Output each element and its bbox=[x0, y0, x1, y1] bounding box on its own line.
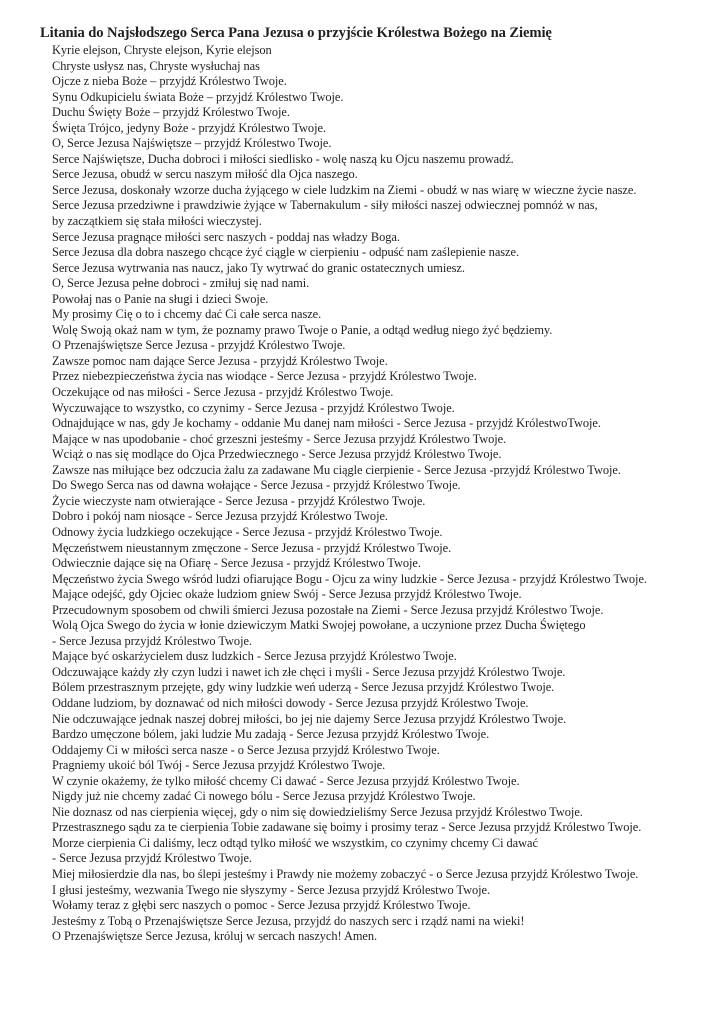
litany-line: Kyrie elejson, Chryste elejson, Kyrie elejson bbox=[52, 43, 272, 57]
document-title: Litania do Najsłodszego Serca Pana Jezusa o przyjście Królestwa Bożego na Ziemię bbox=[40, 25, 552, 41]
litany-line: Wyczuwające to wszystko, co czynimy - Serce Jezusa - przyjdź Królestwo Twoje. bbox=[52, 400, 455, 415]
litany-line: Oczekujące od nas miłości - Serce Jezusa - przyjdź Królestwo Twoje. bbox=[52, 385, 394, 400]
litany-line: Do Swego Serca nas od dawna wołające - Serce Jezusa - przyjdź Królestwo Twoje. bbox=[52, 478, 461, 493]
litany-line: Powołaj nas o Panie na sługi i dzieci Swoje. bbox=[52, 291, 269, 306]
litany-line: Oddajemy Ci w miłości serca nasze - o Serce Jezusa przyjdź Królestwo Twoje. bbox=[52, 742, 440, 757]
litany-line: Nie odczuwające jednak naszej dobrej miłości, bo jej nie dajemy Serce Jezusa przyjdź Królestwo Twoje. bbox=[52, 711, 567, 726]
litany-line: Wolą Ojca Swego do życia w łonie dziewiczym Matki Swojej powołane, a uczynione przez Ducha Świętego bbox=[52, 618, 586, 633]
litany-line: Serce Jezusa wytrwania nas naucz, jako Ty wytrwać do granic ostatecznych umiesz. bbox=[52, 260, 465, 275]
litany-line: Święta Trójco, jedyny Boże - przyjdź Królestwo Twoje. bbox=[52, 120, 326, 135]
litany-line: O, Serce Jezusa Najświętsze – przyjdź Królestwo Twoje. bbox=[52, 136, 332, 151]
litany-line: Synu Odkupicielu świata Boże – przyjdź Królestwo Twoje. bbox=[52, 89, 344, 104]
litany-line: Przecudownym sposobem od chwili śmierci Jezusa pozostałe na Ziemi - Serce Jezusa przyjdź Królestwo Twoje. bbox=[52, 602, 604, 617]
litany-line: My prosimy Cię o to i chcemy dać Ci całe serca nasze. bbox=[52, 307, 322, 322]
litany-line: Morze cierpienia Ci daliśmy, lecz odtąd tylko miłość we wszystkim, co czynimy chcemy Ci dawać bbox=[52, 835, 538, 850]
litany-line: O Przenajświętsze Serce Jezusa - przyjdź Królestwo Twoje. bbox=[52, 338, 346, 353]
litany-line: Mające odejść, gdy Ojciec okaże ludziom gniew Swój - Serce Jezusa przyjdź Królestwo Twoje. bbox=[52, 587, 522, 602]
litany-line: Pragniemy ukoić ból Twój - Serce Jezusa przyjdź Królestwo Twoje. bbox=[52, 758, 386, 773]
litany-line: Wciąż o nas się modlące do Ojca Przedwiecznego - Serce Jezusa przyjdź Królestwo Twoje. bbox=[52, 447, 502, 462]
litany-line: Mające w nas upodobanie - choć grzeszni jesteśmy - Serce Jezusa przyjdź Królestwo Twoje. bbox=[52, 431, 507, 446]
litany-line: - Serce Jezusa przyjdź Królestwo Twoje. bbox=[52, 851, 252, 866]
litany-line: Dobro i pokój nam niosące - Serce Jezusa przyjdź Królestwo Twoje. bbox=[52, 509, 388, 524]
litany-line: Wołamy teraz z głębi serc naszych o pomoc - Serce Jezusa przyjdź Królestwo Twoje. bbox=[52, 898, 471, 913]
litany-line: Chryste usłysz nas, Chryste wysłuchaj nas bbox=[52, 58, 260, 73]
litany-line: Odczuwające każdy zły czyn ludzi i nawet ich złe chęci i myśli - Serce Jezusa przyjdź Królestwo Twoje. bbox=[52, 664, 566, 679]
litany-line: Mające być oskarżycielem dusz ludzkich - Serce Jezusa przyjdź Królestwo Twoje. bbox=[52, 649, 457, 664]
litany-line: Odnowy życia ludzkiego oczekujące - Serce Jezusa - przyjdź Królestwo Twoje. bbox=[52, 524, 443, 539]
litany-line: Zawsze nas miłujące bez odczucia żalu za zadawane Mu ciągle cierpienie - Serce Jezusa -przyjdź Królestwo Twoje. bbox=[52, 462, 621, 477]
litany-line: Wolę Swoją okaż nam w tym, że poznamy prawo Twoje o Panie, a odtąd według niego żyć będziemy. bbox=[52, 322, 553, 337]
litany-line: Serce Jezusa, obudź w sercu naszym miłość dla Ojca naszego. bbox=[52, 167, 358, 182]
litany-line: Męczeństwem nieustannym zmęczone - Serce Jezusa - przyjdź Królestwo Twoje. bbox=[52, 540, 452, 555]
litany-line: Serce Jezusa pragnące miłości serc naszych - poddaj nas władzy Boga. bbox=[52, 229, 400, 244]
litany-text bbox=[52, 43, 705, 945]
litany-line: Odnajdujące w nas, gdy Je kochamy - oddanie Mu danej nam miłości - Serce Jezusa - przyjdź KrólestwoTwoje. bbox=[52, 416, 601, 431]
litany-line: I głusi jesteśmy, wezwania Twego nie słyszymy - Serce Jezusa przyjdź Królestwo Twoje. bbox=[52, 882, 491, 897]
litany-line: Odwiecznie dające się na Ofiarę - Serce Jezusa - przyjdź Królestwo Twoje. bbox=[52, 556, 421, 571]
litany-line: Przestrasznego sądu za te cierpienia Tobie zadawane się boimy i prosimy teraz - Serce Jezusa przyjdź Królestwo Twoje. bbox=[52, 820, 642, 835]
litany-line: Miej miłosierdzie dla nas, bo ślepi jesteśmy i Prawdy nie możemy zobaczyć - o Serce Jezusa przyjdź Królestwo Twoje. bbox=[52, 866, 639, 881]
litany-line: Serce Jezusa przedziwne i prawdziwie żyjące w Tabernakulum - siły miłości naszej odwiecznej pomnóż w nas, bbox=[52, 198, 598, 213]
litany-line: Bardzo umęczone bólem, jaki ludzie Mu zadają - Serce Jezusa przyjdź Królestwo Twoje. bbox=[52, 727, 490, 742]
litany-line: Nigdy już nie chcemy zadać Ci nowego bólu - Serce Jezusa przyjdź Królestwo Twoje. bbox=[52, 789, 476, 804]
litany-line: O, Serce Jezusa pełne dobroci - zmiłuj się nad nami. bbox=[52, 276, 310, 291]
litany-line: Nie doznasz od nas cierpienia więcej, gdy o nim się dowiedzieliśmy Serce Jezusa przyjdź Królestwo Twoje. bbox=[52, 804, 583, 819]
litany-line: Życie wieczyste nam otwierające - Serce Jezusa - przyjdź Królestwo Twoje. bbox=[52, 493, 426, 508]
litany-line: O Przenajświętsze Serce Jezusa, króluj w sercach naszych! Amen. bbox=[52, 929, 378, 944]
litany-line: Duchu Święty Boże – przyjdź Królestwo Twoje. bbox=[52, 105, 290, 120]
litany-line: Przez niebezpieczeństwa życia nas wiodące - Serce Jezusa - przyjdź Królestwo Twoje. bbox=[52, 369, 477, 384]
litany-line: Serce Jezusa dla dobra naszego chcące żyć ciągle w cierpieniu - odpuść nam zaślepienie nasze. bbox=[52, 245, 519, 260]
litany-line: W czynie okażemy, że tylko miłość chcemy Ci dawać - Serce Jezusa przyjdź Królestwo Twoje. bbox=[52, 773, 520, 788]
litany-line: Ojcze z nieba Boże – przyjdź Królestwo Twoje. bbox=[52, 74, 287, 89]
litany-line: Oddane ludziom, by doznawać od nich miłości dowody - Serce Jezusa przyjdź Królestwo Twoje. bbox=[52, 695, 529, 710]
litany-line: Męczeństwo życia Swego wśród ludzi ofiarujące Bogu - Ojcu za winy ludzkie - Serce Jezusa - przyjdź Królestwo Twoje. bbox=[52, 571, 647, 586]
litany-line: - Serce Jezusa przyjdź Królestwo Twoje. bbox=[52, 633, 252, 648]
litany-line: Serce Najświętsze, Ducha dobroci i miłości siedlisko - wolę naszą ku Ojcu naszemu prowadź. bbox=[52, 151, 514, 166]
litany-line: Jesteśmy z Tobą o Przenajświętsze Serce Jezusa, przyjdź do naszych serc i rządź nami na wieki! bbox=[52, 913, 525, 928]
litany-line: Zawsze pomoc nam dające Serce Jezusa - przyjdź Królestwo Twoje. bbox=[52, 353, 388, 368]
litany-line: by zaczątkiem się stała miłości wieczystej. bbox=[52, 214, 262, 229]
litany-line: Bólem przestrasznym przejęte, gdy winy ludzkie weń uderzą - Serce Jezusa przyjdź Królestwo Twoje. bbox=[52, 680, 555, 695]
litany-line: Serce Jezusa, doskonały wzorze ducha żyjącego w ciele ludzkim na Ziemi - obudź w nas wiarę w wieczne życie nasze. bbox=[52, 182, 637, 197]
